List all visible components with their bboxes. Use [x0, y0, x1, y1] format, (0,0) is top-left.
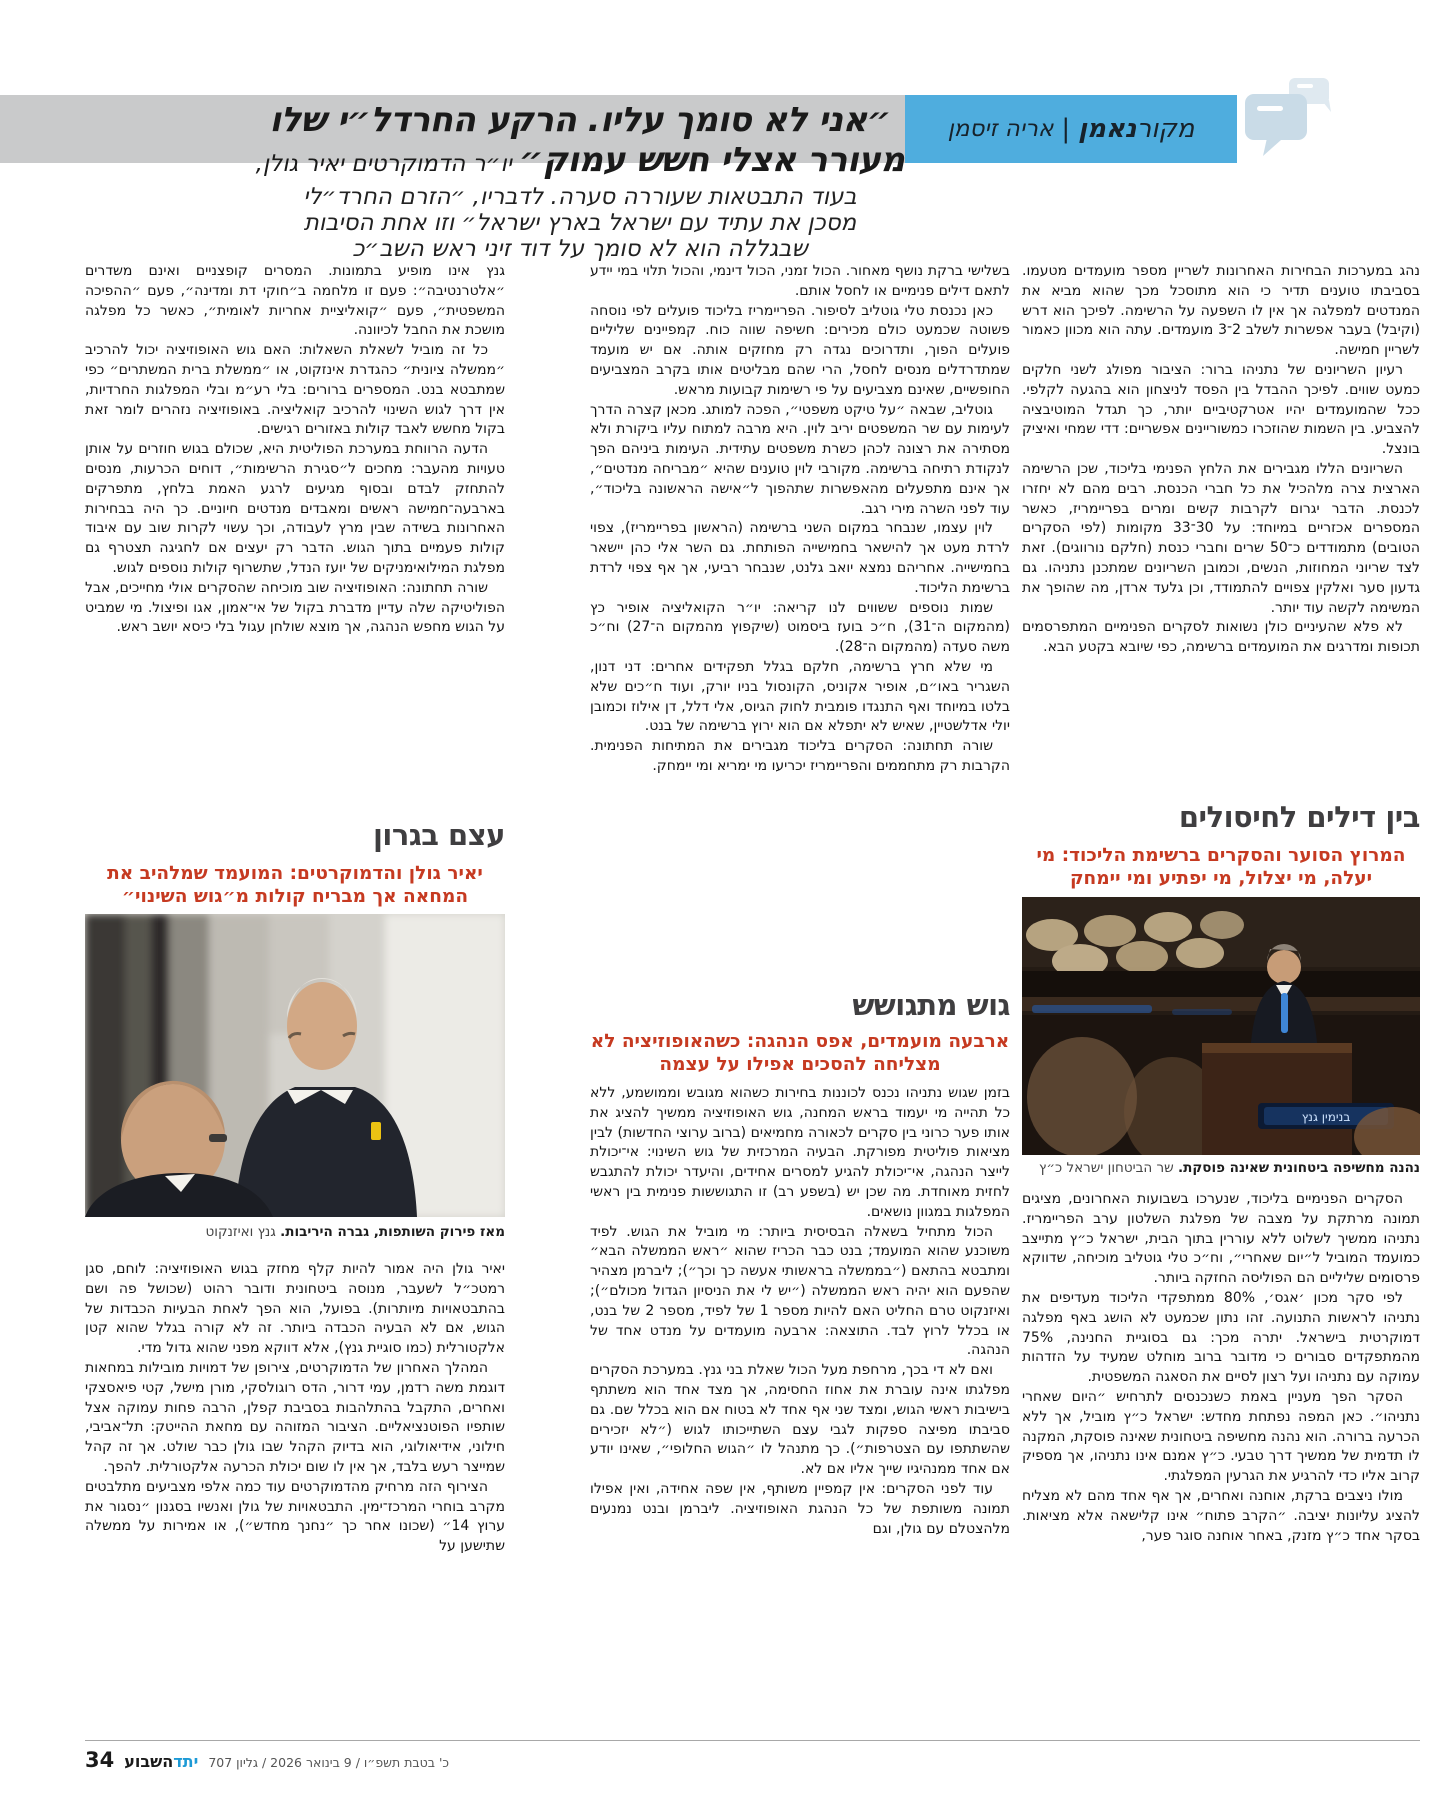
paragraph: שורה תחתונה: האופוזיציה שוב מוכיחה שהסקרים אולי מחייכים, אבל הפוליטיקה שלה עדיין מדברת בקול של אי־אמון, אגו ופיצול. מי שמביט על הגוש מחפש הנהגה, אך מוצא שולחן עגול בלי כיסא יושב ראש. — [85, 579, 505, 636]
paragraph: גנץ אינו מופיע בתמונות. המסרים קופצניים ואינם משדרים ״אלטרנטיבה״: פעם זו מלחמה ב״חוקי דת ומדינה״, פעם ״ההפיכה המשפטית״, פעם ״קואליציית אחריות לאומית״, כאשר כל מפלגה מושכת את החבל לכיוונה. — [85, 263, 505, 339]
paragraph: כל זה מוביל לשאלת השאלות: האם גוש האופוזיציה יכול להרכיב ״ממשלה ציונית״ כהגדרת אינזקוט, או ״ממשלת ברית המשתרים״ כפי שמתבטא בנט. המספרים ברורים: בלי רע״מ ובלי המפלגות החרדיות, אין דרך לגוש השינוי להרכיב קואליציה. באופוזיציה נזהרים לומר זאת בקול מחשש לאבד קולות באזורים רגישים. — [85, 342, 505, 438]
paragraph: בזמן שגוש נתניהו נכנס לכוננות בחירות כשהוא מגובש וממושמע, ללא כל תהייה מי יעמוד בראש המחנה, גוש האופוזיציה ממשיך להציג את אותו פער כרוני בין סקרים לכאורה מחמיאים (ברוב ערוצי החדשות) לבין מציאות פוליטית מפורקת. הבעיה המרכזית של גוש השינוי: אי־יכולת לייצר הנהגה, אי־יכולת להגיע למסרים אחידים, והיעדר יכולת להתגבש לחזית מאוחדת. מה שכן יש (בשפע רב) זו התגוששות פנימית בין ראשי המפלגות במגוון נושאים. — [590, 1085, 1010, 1220]
middle-column-bottom-text — [590, 1084, 1010, 1732]
gantz-photo-caption: מאז פירוק השותפות, גברה היריבות. גנץ ואיזנקוט — [205, 1224, 505, 1240]
right-column-bottom-text — [1022, 1190, 1420, 1735]
left-column-bottom-text — [85, 1260, 505, 1730]
paragraph: שורה תחתונה: הסקרים בליכוד מגבירים את המתיחות הפנימית. הקרבות רק מתחממים והפריימריז יכריעו מי ימריא ומי יימחק. — [590, 738, 1010, 774]
paragraph: לוין עצמו, שנבחר במקום השני ברשימה (הראשון בפריימריז), צפוי לרדת מעט אך להישאר בחמישייה הפותחת. גם השר אלי כהן יישאר בחמישייה. אחריהם נמצא יואב גלנט, שנבחר רביעי, אך אף צפוי לרדת ברשימת הליכוד. — [590, 520, 1010, 596]
paragraph: המהלך האחרון של הדמוקרטים, צירופן של דמויות מובילות במחאות דוגמת משה רדמן, עמי דרור, הדס רוגולסקי, מורן מישל, קטי פיאסצקי ואחרים, התקבל בהתלהבות בסביבת קפלן, הרבה פחות עמוקה אצל שותפיו הפוטנציאליים. הציבור המזוהה עם מחאת ההייטק: תל־אביבי, חילוני, אידיאולוגי, הוא בדיוק הקהל שבו גולן כבר שולט. אך זה קהל שמייצר רעש בלבד, אך אין לו שום יכולת הכרעה אלקטורלית. להפך. — [85, 1359, 505, 1475]
section-subheading-bloc: ארבעה מועמדים, אפס הנהגה: כשהאופוזיציה לא מצליחה להסכים אפילו על עצמה — [590, 1031, 1010, 1075]
paragraph: נהג במערכות הבחירות האחרונות לשריין מספר מועמדים מטעמו. בסביבתו טוענים תדיר כי הוא מתוסכל מכך שהוא מביא את המנדטים למפלגה אך אין לו השפעה על הרשימה. לפיכך הוא דרש (וקיבל) בעבר אפשרות לשלב 2־3 מועמדים. עתה הוא מכוון כאמור לשריין חמישה. — [1022, 263, 1420, 359]
section-heading-golan: עצם בגרון — [372, 818, 505, 852]
svg-text:בנימין גנץ: בנימין גנץ — [1301, 1110, 1351, 1124]
column-author: אריה זיסמן — [947, 116, 1054, 142]
pull-quote-line2: מעורר אצלי חשש עמוק״ יו״ר הדמוקרטים יאיר גולן, — [255, 140, 905, 180]
paragraph: בשלישי ברקת נושף מאחור. הכול זמני, הכול דינמי, והכול תלוי במי יידע לתאם דילים פנימיים או לחסל אותם. — [590, 263, 1010, 299]
middle-column-top-text — [590, 262, 1010, 984]
right-column-top-text — [1022, 262, 1420, 798]
section-heading-bloc: גוש מתגושש — [852, 988, 1010, 1022]
paragraph: גוטליב, שבאה ״על טיקט משפטי״, הפכה למותג. מכאן קצרה הדרך לעימות עם שר המשפטים יריב לוין. היא מרבה למתוח עליו ביקורת ולא מסתירה את רצונה לכהן כשרת משפטים עתידית. העימות ביניהם הפך לנקודת רתיחה ברשימה. מקורבי לוין טוענים שהיא ״מבריחה מנדטים״, אך אינם מתפעלים מהאפשרות שתהפוך ל״אישה הראשונה בליכוד״, עוד לפני השרה מירי רגב. — [590, 401, 1010, 517]
section-subheading-golan: יאיר גולן והדמוקרטים: המועמד שמלהיב את המחאה אך מבריח קולות מ״גוש השינוי״ — [107, 863, 483, 907]
paragraph: עוד לפני הסקרים: אין קמפיין משותף, אין שפה אחידה, ואין אפילו תמונה משותפת של כל הנהגת האופוזיציה. ליברמן ובנט נמנעים מלהצטלם עם גולן, וגם — [590, 1480, 1010, 1537]
paragraph: לפי סקר מכון ׳אגס׳, 80% ממתפקדי הליכוד מעדיפים את נתניהו לראשות התנועה. זהו נתון שכמעט לא הושג באף מפלגה דמוקרטית בישראל. יתרה מכך: גם בסוגיית החנינה, 75% מהמתפקדים סבורים כי מדובר ברוב מוחלט שמעיד על הזדהות עמוקה עם נתניהו ועל רצון לסיים את הסאגה המשפטית. — [1022, 1289, 1420, 1386]
newspaper-logo: יתדהשבוע — [124, 1752, 199, 1771]
paragraph: ואם לא די בכך, מרחפת מעל הכול שאלת בני גנץ. במערכת הסקרים מפלגתו אינה עוברת את אחוז החסימה, אך מצד אחד הוא משתתף בישיבות ראשי הגוש, ומצד שני אף אחד לא בטוח אם הוא בכלל שם. גם סביבתו מפיצה ספקות לגבי עצם השתייכותו לגוש (״לא יזכירים שהשתתפו עם הצטרפות״). כך מתנהל לו ״הגוש החלופי״, שאינו יודע אם אחד ממנהיגיו שייך אליו אם לא. — [590, 1362, 1010, 1478]
footer — [85, 1748, 449, 1772]
page-number: 34 — [85, 1748, 115, 1772]
footer-dateline: כ' בטבת תשפ״ו / 9 בינואר 2026 / גליון 707 — [208, 1755, 449, 1770]
pull-quote-line4: מסכן את עתיד עם ישראל בארץ ישראל״ וזו אחת הסיבות — [303, 210, 857, 236]
banner-separator: | — [1061, 114, 1071, 144]
paragraph: לא פלא שהעיניים כולן נשואות לסקרים הפנימיים המתפרסמים תכופות ומדרגים את המועמדים ברשימה, כפי שיובא בקטע הבא. — [1022, 619, 1420, 656]
section-subheading-likud: המרוץ הסוער והסקרים ברשימת הליכוד: מי יעלה, מי יצלול, מי יפתיע ומי יימחק — [1036, 845, 1406, 889]
speech-bubbles-icon — [1237, 76, 1347, 172]
pull-quote-line1: ״אני לא סומך עליו. הרקע החרדל״י שלו — [269, 100, 891, 140]
left-column-top-text — [85, 262, 505, 814]
paragraph: הכול מתחיל בשאלה הבסיסית ביותר: מי מוביל את הגוש. לפיד משוכנע שהוא המועמד; בנט כבר הכריז שהוא ״ראש הממשלה הבא״ ומתבטא בהתאם (״בממשלה בראשותי אעשה כך וכך״); ליברמן מצהיר שהפעם הוא יהיה ראש הממשלה (״יש לי את הניסיון הגדול מכולם״); ואיזנקוט טרם החליט האם להיות מספר 1 של לפיד, מספר 2 של בנט, או בכלל לרוץ לבד. התוצאה: ארבעה מועמדים על מנדט אחד של הנהגה. — [590, 1223, 1010, 1359]
paragraph: יאיר גולן היה אמור להיות קלף מחזק בגוש האופוזיציה: לוחם, סגן רמטכ״ל לשעבר, מנוסה ביטחונית ודובר רהוט (שכושל פה ושם בהתבטאויות מיותרות). בפועל, הוא הפך לאחת הבעיות הכבדות של הגוש, אם לא הבעיה הכבדה ביותר. זה לא קורה בגלל שהוא קטן אלקטורלית (כמו סוגיית גנץ), אלא דווקא מפני שהוא גדול מדי. — [85, 1261, 505, 1357]
paragraph: שמות נוספים ששווים לנו קריאה: יו״ר הקואליציה אופיר כץ (מהמקום ה־31), ח״כ בועז ביסמוט (שיקפוץ מהמקום ה־27) וח״כ משה סעדה (מהמקום ה־28). — [590, 599, 1010, 656]
pull-quote — [150, 100, 1010, 262]
paragraph: רעיון השריונים של נתניהו ברור: הציבור מפולג לשני חלקים כמעט שווים. לפיכך ההבדל בין הפסד לניצחון הוא בהגעה לקלפי. ככל שהמועמדים יהיו אטרקטיביים יותר, כך תגדל המוטיבציה להצביע. בין השמות שהוזכרו כמשוריינים אפשריים: דדי שמחי ואיציק בונצל. — [1022, 361, 1420, 458]
column-title: מקורנאמן — [1078, 114, 1195, 144]
footer-rule — [85, 1740, 1420, 1741]
knesset-photo-caption: נהנה מחשיפה ביטחונית שאינה פוסקת. שר הביטחון ישראל כ״ץ — [1039, 1160, 1420, 1176]
paragraph: הדעה הרווחת במערכת הפוליטית היא, שכולם בגוש חוזרים על אותן טעויות מהעבר: מחכים ל״סגירת הרשימות״, דוחים הכרעות, מנסים להתחזק לבדם ובסוף מגיעים לרגע האמת בלחץ, מתפרקים בארבעה־חמישה ראשים ומאבדים מנדטים חיוניים. כך היה בבחירות האחרונות בשידה שבין מרץ לעבודה, וכך עשוי לקרות שוב עם איבוד קולות פעמיים בתוך הגוש. הדבר רק יעצים אם לחגיגה תצטרף גם מפלגת המילואימניקים של יועז הנדל, שתשרוף קולות נוספים לגוש. — [85, 441, 505, 576]
paragraph: מולו ניצבים ברקת, אוחנה ואחרים, אך אף אחד מהם לא מצליח להציג עליונות יציבה. ״הקרב פתוח״ אינו קלישאה אלא מציאות. בסקר אחד כ״ץ מזנק, באחר אוחנה סוגר פער, — [1022, 1487, 1420, 1544]
paragraph: מי שלא חרץ ברשימה, חלקם בגלל תפקידים אחרים: דני דנון, השגריר באו״ם, אופיר אקוניס, הקונסול בניו יורק, ועוד ח״כים שלא בלטו במיוחד ואף התנגדו פומבית לחוק הגיוס, אלי דלל, דן אילוז וכמובן יולי אדלשטיין, שאיש לא יתפלא אם הוא ירוץ ברשימה של בנט. — [590, 658, 1010, 735]
section-heading-likud: בין דילים לחיסולים — [1178, 800, 1420, 834]
paragraph: הסקר הפך מעניין באמת כשנכנסים לתרחיש ״היום שאחרי נתניהו״. כאן המפה נפתחת מחדש: ישראל כ״ץ מוביל, אך ללא הכרעה ברורה. הוא נהנה מחשיפה ביטחונית שאינה פוסקת, המקנה לו תדמית של ממשיך דרך טבעי. כ״ץ אמנם אינו נתניהו, אך מספיק קרוב אליו כדי להרגיע את הגרעין המפלגתי. — [1022, 1388, 1420, 1485]
knesset-photo — [1022, 897, 1420, 1155]
pull-quote-line5: שבגללה הוא לא סומך על דוד זיני ראש השב״כ — [352, 236, 808, 262]
paragraph: כאן נכנסת טלי גוטליב לסיפור. הפריימריז בליכוד פועלים לפי נוסחה פשוטה שכמעט כולם מכירים: חשיפה שווה כוח. קמפיינים שליליים פועלים הפוך, ותדרוכים נגדה רק מחזקים אותה. אם יש מועמד שמתדרדלים מנסים לחסל, הרי שהם מבליטים אותו בקרב המצביעים החופשיים, שאינם מצביעים על פי רשימות קבועות מראש. — [590, 302, 1010, 398]
pull-quote-line3: בעוד התבטאות שעוררה סערה. לדבריו, ״הזרם החרד״לי — [303, 184, 857, 210]
paragraph: השריונים הללו מגבירים את הלחץ הפנימי בליכוד, שכן הרשימה הארצית צרה מלהכיל את כל חברי הכנסת. רבים מהם לא יחזרו לכנסת. הדבר יגרום לקרבות קשים ומרים בפריימריז, כאשר המספרים אכזריים במיוחד: על 30־33 מקומות (לפי הסקרים הטובים) מתמודדים כ־50 שרים וחברי כנסת (חלקם נורווגים). זאת לצד שריוני המחוזות, הנשים, וכמובן השריונים שמתכנן נתניהו. גם גדעון סער ואלקין צפויים להתמודד, וכן גלעד ארדן, מה שהופך את המשימה לקשה עוד יותר. — [1022, 460, 1420, 616]
gantz-eisenkot-photo — [85, 914, 505, 1217]
paragraph: הצירוף הזה מרחיק מהדמוקרטים עוד כמה אלפי מצביעים מתלבטים מקרב בוחרי המרכז־ימין. התבטאויות של גולן ואנשיו בסגנון ״נסגור את ערוץ 14״ (שכונו אחר כך ״נחנך מחדש״), או אמירות על ממשלה שתישען על — [85, 1478, 505, 1555]
paragraph: הסקרים הפנימיים בליכוד, שנערכו בשבועות האחרונים, מציגים תמונה מרתקת על מצבה של מפלגת השלטון ערב הפריימריז. נתניהו ממשיך לשלוט ללא עוררין בתוך הבית, ישראל כ״ץ מתייצב כמועמד המוביל ל״יום שאחרי״, וח״כ טלי גוטליב מוכיחה, שדווקא פרסומים שליליים הם הפוליסה החזקה ביותר. — [1022, 1191, 1420, 1287]
